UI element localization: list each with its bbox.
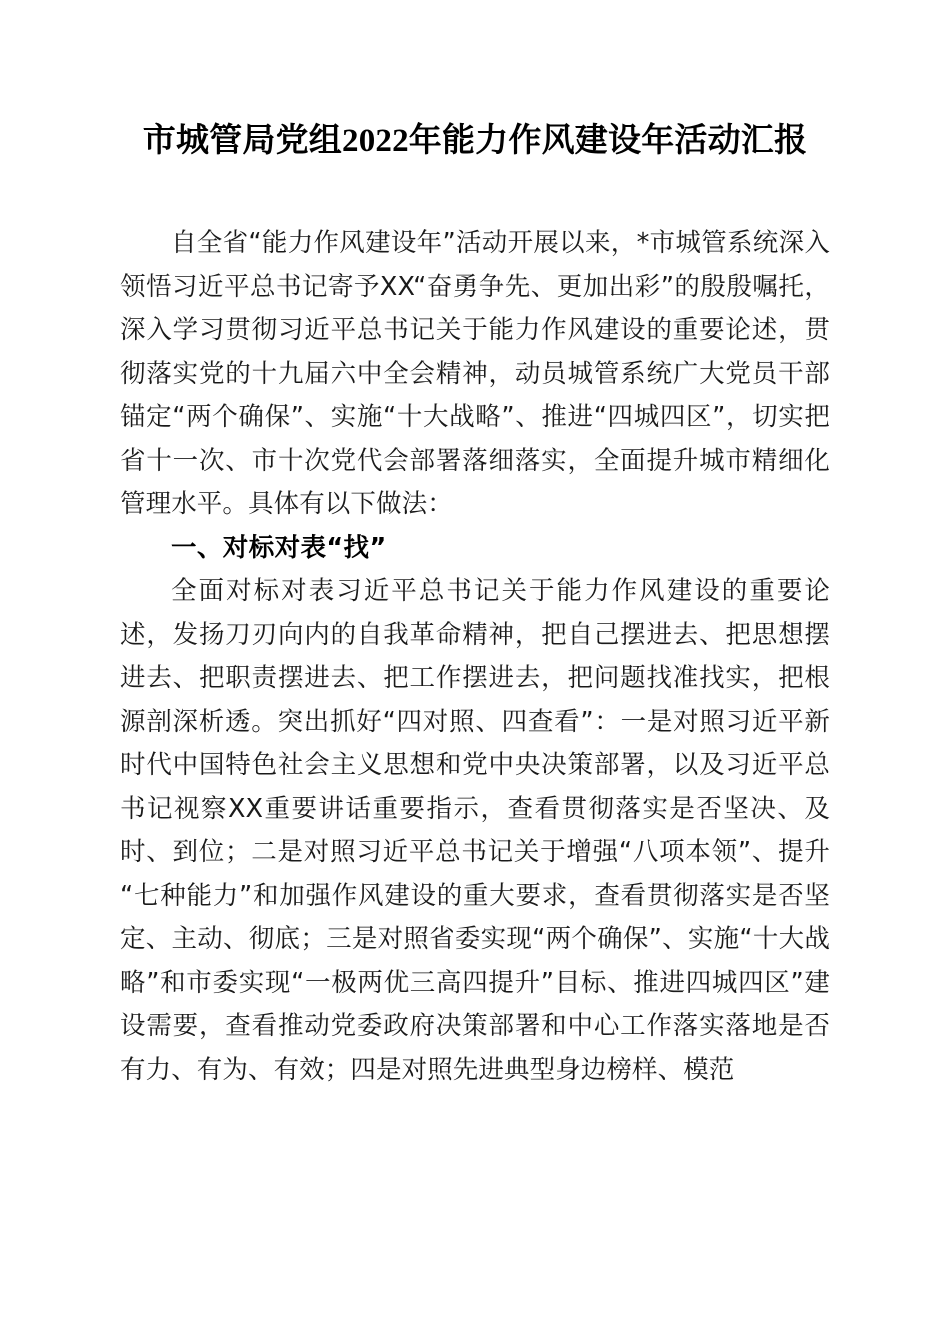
page-title: 市城管局党组2022年能力作风建设年活动汇报 (142, 123, 808, 159)
section-1-paragraph: 全面对标对表习近平总书记关于能力作风建设的重要论述，发扬刀刃向内的自我革命精神，把自己摆进去、把思想摆进去、把职责摆进去、把工作摆进去，把问题找准找实，把根源剖深析透。突出抓好“四对照、四查看”：一是对照习近平新时代中国特色社会主义思想和党中央决策部署，以及习近平总书记视察XX重要讲话重要指示，查看贯彻落实是否坚决、及时、到位；二是对照习近平总书记关于增强“八项本领”、提升“七种能力”和加强作风建设的重大要求，查看贯彻落实是否坚定、主动、彻底；三是对照省委实现“两个确保”、实施“十大战略”和市委实现“一极两优三高四提升”目标、推进四城四区”建设需要，查看推动党委政府决策部署和中心工作落实落地是否有力、有为、有效；四是对照先进典型身边榜样、模范 (120, 576, 830, 1085)
document-body (120, 118, 830, 1092)
title-spacer (120, 165, 830, 222)
intro-paragraph: 自全省“能力作风建设年”活动开展以来，*市城管系统深入领悟习近平总书记寄予XX“奋勇争先、更加出彩”的殷殷嘱托，深入学习贯彻习近平总书记关于能力作风建设的重要论述，贯彻落实党的十九届六中全会精神，动员城管系统广大党员干部锚定“两个确保”、实施“十大战略”、推进“四城四区”，切实把省十一次、市十次党代会部署落细落实，全面提升城市精细化管理水平。具体有以下做法： (120, 228, 830, 519)
section-heading-1: 一、对标对表“找” (171, 532, 387, 563)
